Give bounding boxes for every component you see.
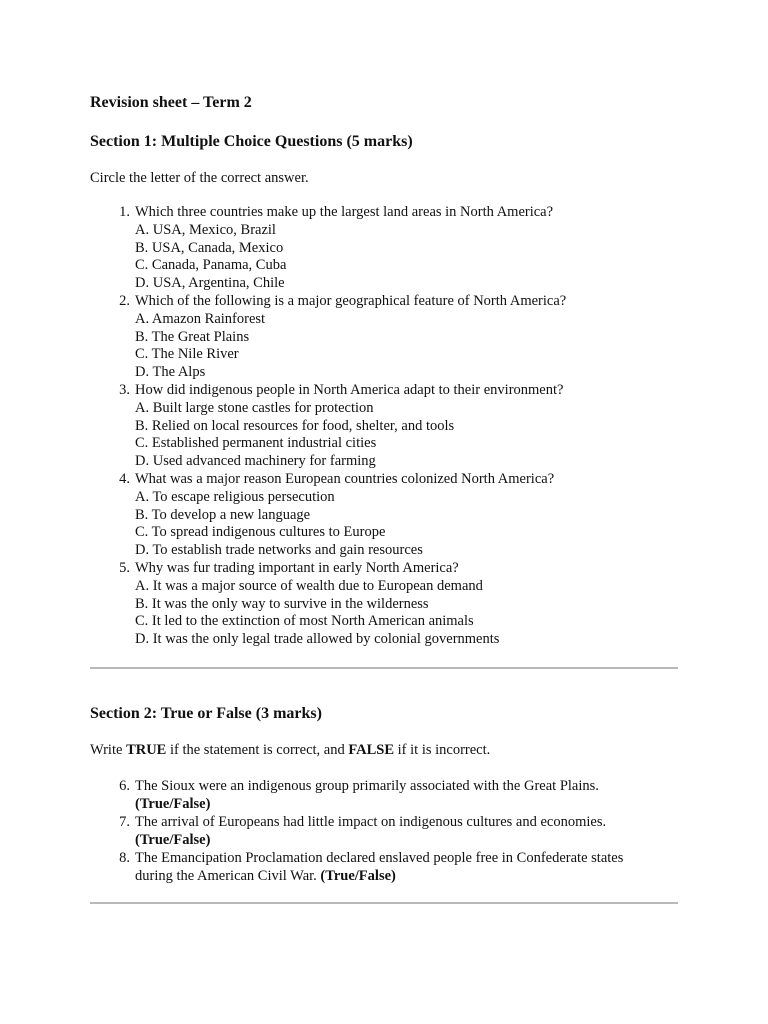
- question-number: 1.: [119, 204, 130, 220]
- option-d: D. To establish trade networks and gain resources: [135, 542, 423, 559]
- statement-text: The Emancipation Proclamation declared enslaved people free in Confederate states: [135, 849, 624, 866]
- true-false-label: (True/False): [135, 795, 211, 812]
- question-number: 3.: [119, 381, 130, 398]
- instruction-text: Write: [90, 741, 127, 758]
- false-keyword: FALSE: [348, 741, 395, 758]
- question-text: Which of the following is a major geographical feature of North America?: [135, 292, 567, 309]
- statement-text: The Sioux were an indigenous group primarily associated with the Great Plains.: [135, 777, 599, 794]
- option-c: C. It led to the extinction of most North American animals: [135, 613, 474, 630]
- option-b: B. USA, Canada, Mexico: [135, 239, 284, 256]
- tf-question-6: [90, 777, 678, 813]
- document-page: [90, 92, 678, 904]
- question-number: 2.: [119, 292, 130, 309]
- question-text: Which three countries make up the largest land areas in North America?: [135, 204, 554, 220]
- option-d: D. The Alps: [135, 364, 206, 381]
- tf-question-8: [90, 849, 678, 885]
- option-a: A. Built large stone castles for protection: [135, 399, 374, 416]
- mcq-list: [90, 204, 678, 649]
- document-title: Revision sheet – Term 2: [90, 94, 252, 111]
- option-a: A. Amazon Rainforest: [135, 310, 266, 327]
- option-d: D. It was the only legal trade allowed by colonial governments: [135, 631, 500, 648]
- option-c: C. Canada, Panama, Cuba: [135, 257, 287, 274]
- instruction-text: if it is incorrect.: [394, 741, 491, 758]
- question-text: Why was fur trading important in early North America?: [135, 559, 459, 576]
- option-c: C. To spread indigenous cultures to Europe: [135, 524, 386, 541]
- statement-text: The arrival of Europeans had little impact on indigenous cultures and economies.: [135, 813, 607, 830]
- question-number: 5.: [119, 559, 130, 576]
- mcq-question-5: [90, 560, 678, 649]
- statement-text-continued: during the American Civil War.: [135, 867, 321, 884]
- option-b: B. Relied on local resources for food, shelter, and tools: [135, 417, 455, 434]
- question-number: 4.: [119, 470, 130, 487]
- true-false-label: (True/False): [320, 867, 396, 884]
- true-false-label: (True/False): [135, 831, 211, 848]
- question-text: What was a major reason European countries colonized North America?: [135, 470, 555, 487]
- tf-question-7: [90, 813, 678, 849]
- section-divider-bottom: [90, 902, 678, 904]
- option-b: B. To develop a new language: [135, 506, 311, 523]
- question-number: 7.: [119, 813, 130, 830]
- question-number: 6.: [119, 777, 130, 794]
- section-divider: [90, 667, 678, 669]
- instruction-text: if the statement is correct, and: [166, 741, 349, 758]
- mcq-question-3: [90, 382, 678, 471]
- question-number: 8.: [119, 849, 130, 866]
- option-a: A. USA, Mexico, Brazil: [135, 221, 276, 238]
- option-d: D. Used advanced machinery for farming: [135, 453, 376, 470]
- true-keyword: TRUE: [126, 741, 167, 758]
- section-1-heading: Section 1: Multiple Choice Questions (5 marks): [90, 133, 413, 150]
- option-b: B. The Great Plains: [135, 328, 250, 345]
- option-a: A. It was a major source of wealth due to European demand: [135, 577, 483, 594]
- section-2-instruction: [90, 740, 678, 760]
- section-2-heading: Section 2: True or False (3 marks): [90, 704, 322, 722]
- true-false-list: [90, 777, 678, 885]
- option-a: A. To escape religious persecution: [135, 488, 335, 505]
- question-text: How did indigenous people in North America adapt to their environment?: [135, 381, 564, 398]
- option-b: B. It was the only way to survive in the wilderness: [135, 595, 429, 612]
- mcq-question-2: [90, 293, 678, 382]
- mcq-question-4: [90, 471, 678, 560]
- section-1-instruction: Circle the letter of the correct answer.: [90, 170, 309, 186]
- option-c: C. The Nile River: [135, 346, 239, 363]
- option-d: D. USA, Argentina, Chile: [135, 275, 285, 292]
- mcq-question-1: [90, 204, 678, 293]
- option-c: C. Established permanent industrial cities: [135, 435, 377, 452]
